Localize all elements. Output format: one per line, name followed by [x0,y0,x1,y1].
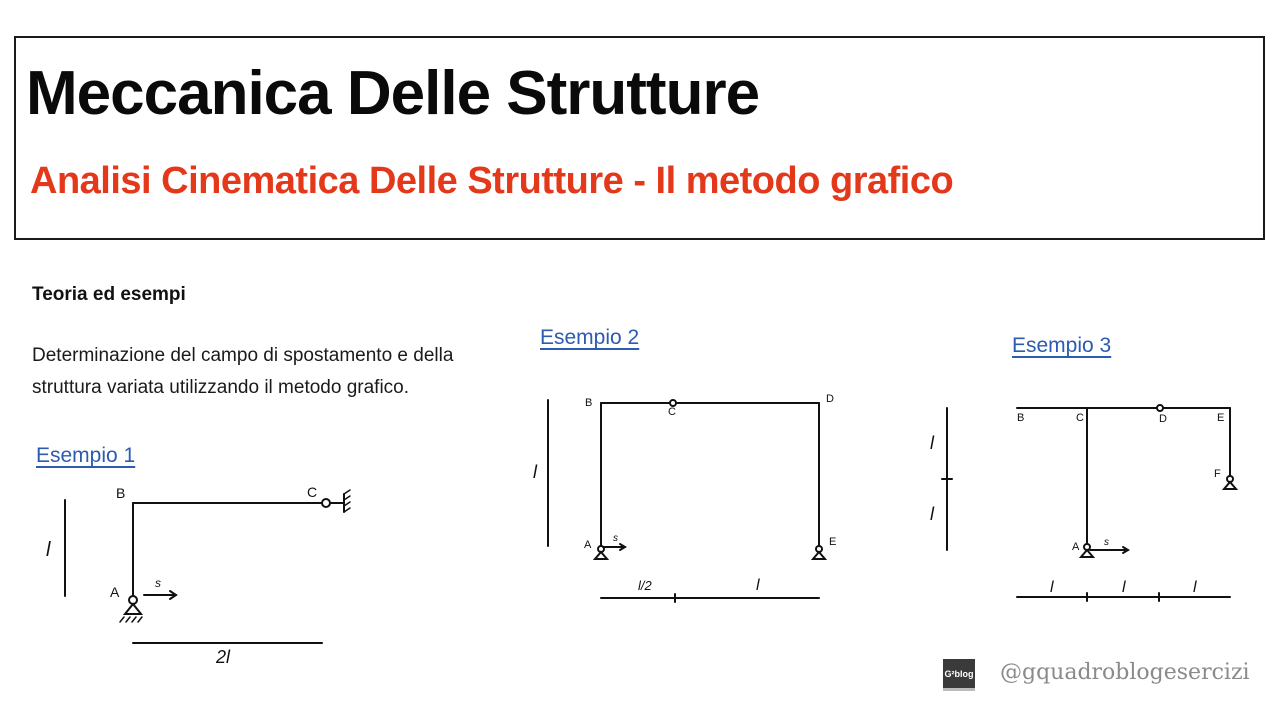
pin-support-a [125,604,141,614]
node-label-b: B [116,485,126,501]
node-label-d: D [1159,413,1167,425]
social-handle[interactable]: @gquadroblogesercizi [1000,660,1250,685]
pin-support-a [1081,550,1093,557]
node-label-f: F [1214,468,1221,480]
example-1-link[interactable]: Esempio 1 [36,444,136,467]
span-label-2: l [1122,579,1126,596]
node-label-c: C [307,484,318,500]
height-label-top: l [930,433,934,453]
node-label-e: E [1217,412,1225,424]
example-3-link[interactable]: Esempio 3 [1012,334,1112,357]
hinge-c [322,499,330,507]
length-label: 2l [216,647,231,667]
node-label-d: D [826,393,834,405]
node-label-b: B [1017,412,1025,424]
span-label-1: l [1050,579,1054,596]
height-label-bottom: l [930,504,934,524]
load-label: s [613,533,618,544]
example-2-link[interactable]: Esempio 2 [540,326,640,349]
load-label: s [155,576,161,590]
pin-support-f [1224,482,1236,489]
dim-label-full: l [756,577,760,594]
pin-support-a [595,552,607,559]
example-3-structure [930,405,1236,601]
node-label-c: C [1076,412,1084,424]
example-1-structure [46,484,350,667]
section-description: Determinazione del campo di spostamento e della struttura variata utilizzando il metodo grafico. [32,345,454,398]
node-label-a: A [584,539,592,551]
node-label-a: A [1072,541,1080,553]
node-label-c: C [668,406,676,418]
page-subtitle: Analisi Cinematica Delle Strutture - Il metodo grafico [30,160,954,202]
section-heading: Teoria ed esempi [32,284,186,305]
dim-label-half: l/2 [638,578,652,593]
node-label-e: E [829,536,837,548]
example-2-structure [533,393,836,602]
pin-support-e [813,552,825,559]
page-title: Meccanica Delle Strutture [26,59,760,128]
height-label: l [46,539,51,561]
node-label-a: A [110,584,120,600]
height-label: l [533,462,537,482]
blog-logo: G²blog [943,659,975,691]
span-label-3: l [1193,579,1197,596]
node-label-b: B [585,397,593,409]
load-label: s [1104,537,1109,548]
